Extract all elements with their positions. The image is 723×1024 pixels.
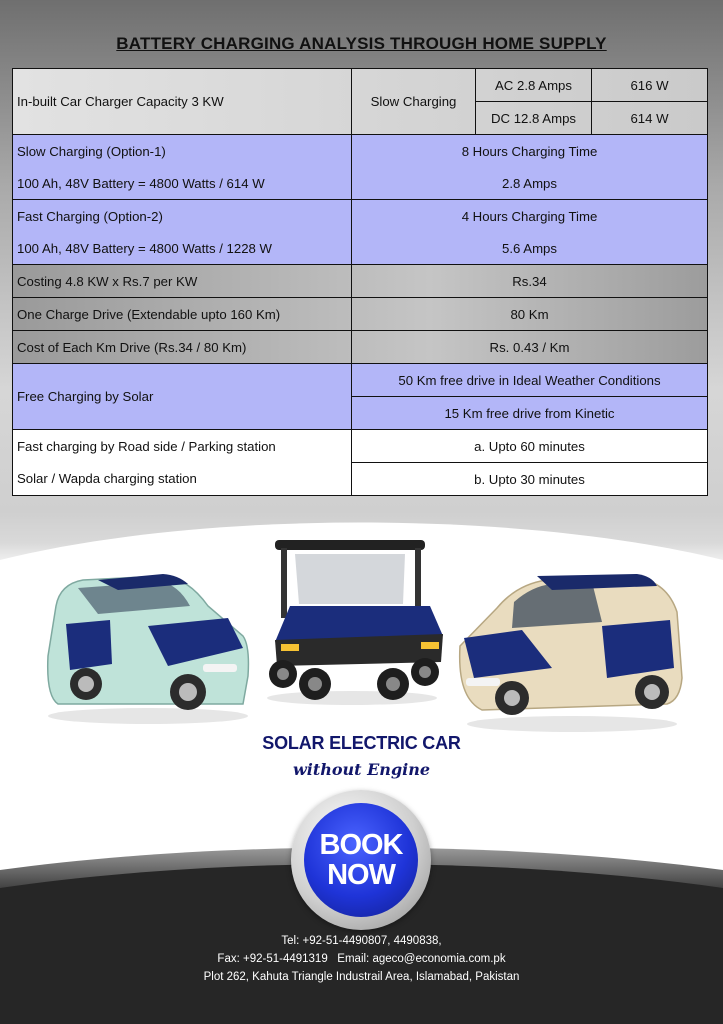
table-cell: In-built Car Charger Capacity 3 KW [13, 69, 352, 135]
charging-analysis-table [12, 68, 708, 496]
contact-phone: Tel: +92-51-4490807, 4490838, [281, 935, 442, 947]
cream-car-image [452, 568, 687, 733]
table-row [13, 298, 708, 331]
table-cell: Fast charging by Road side / Parking station [13, 430, 352, 463]
book-now-label-line1: BOOK [319, 829, 403, 861]
table-cell: Rs.34 [352, 265, 708, 298]
table-row [13, 265, 708, 298]
table-cell: 4 Hours Charging Time [352, 200, 708, 233]
table-row [13, 135, 708, 168]
book-now-button[interactable] [304, 803, 418, 917]
table-cell: 614 W [592, 102, 708, 135]
headline: SOLAR ELECTRIC CAR [262, 733, 461, 753]
table-row [13, 232, 708, 265]
table-cell: Cost of Each Km Drive (Rs.34 / 80 Km) [13, 331, 352, 364]
book-now-label-line2: NOW [327, 859, 395, 891]
table-cell: 616 W [592, 69, 708, 102]
page-title: BATTERY CHARGING ANALYSIS THROUGH HOME SUPPLY [116, 34, 607, 53]
table-cell: a. Upto 60 minutes [352, 430, 708, 463]
subline: without Engine [292, 760, 431, 779]
table-cell: Fast Charging (Option-2) [13, 200, 352, 233]
table-cell: 80 Km [352, 298, 708, 331]
table-cell: b. Upto 30 minutes [352, 463, 708, 496]
table-cell: AC 2.8 Amps [476, 69, 592, 102]
table-cell: One Charge Drive (Extendable upto 160 Km) [13, 298, 352, 331]
contact-fax-email: Fax: +92-51-4491319 Email: ageco@economia.com.pk [217, 953, 506, 965]
table-cell: Solar / Wapda charging station [13, 463, 352, 496]
table-cell: DC 12.8 Amps [476, 102, 592, 135]
table-row [13, 167, 708, 200]
table-row [13, 463, 708, 496]
table-row [13, 331, 708, 364]
table-cell: 50 Km free drive in Ideal Weather Conditions [352, 364, 708, 397]
table-cell: Slow Charging (Option-1) [13, 135, 352, 168]
table-row [13, 200, 708, 233]
table-cell: 100 Ah, 48V Battery = 4800 Watts / 614 W [13, 167, 352, 200]
table-cell: 15 Km free drive from Kinetic [352, 397, 708, 430]
table-cell: Costing 4.8 KW x Rs.7 per KW [13, 265, 352, 298]
table-cell: Free Charging by Solar [13, 364, 352, 430]
table-cell: 8 Hours Charging Time [352, 135, 708, 168]
table-row [13, 430, 708, 463]
solar-buggy-image [255, 534, 450, 706]
table-cell: Rs. 0.43 / Km [352, 331, 708, 364]
table-row [13, 69, 708, 102]
table-cell: 5.6 Amps [352, 232, 708, 265]
table-cell: 100 Ah, 48V Battery = 4800 Watts / 1228 W [13, 232, 352, 265]
contact-address: Plot 262, Kahuta Triangle Industrail Area, Islamabad, Pakistan [203, 971, 520, 983]
green-car-image [38, 566, 253, 726]
table-row [13, 364, 708, 397]
table-cell: 2.8 Amps [352, 167, 708, 200]
table-cell: Slow Charging [352, 69, 476, 135]
